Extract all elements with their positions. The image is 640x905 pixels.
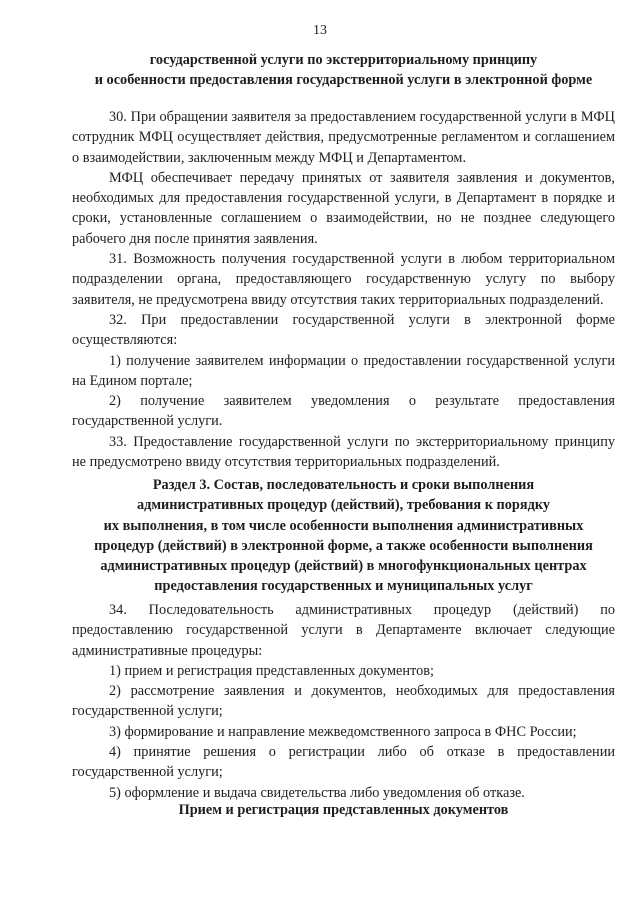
list-item-34-4: 4) принятие решения о регистрации либо об отказе в предоставлении государственной услуги; — [72, 744, 615, 781]
paragraph-30: 30. При обращении заявителя за предоставлением государственной услуги в МФЦ сотрудник МФЦ осуществляет действия, предусмотренные регламентом и соглашением о взаимодействии, заключенным между МФЦ и Департаментом. — [72, 109, 615, 166]
heading-line: процедур (действий) в электронной форме, а также особенности выполнения — [94, 537, 593, 554]
section-3-heading — [72, 475, 615, 597]
body-text-block-2 — [72, 600, 615, 803]
list-item-34-5: 5) оформление и выдача свидетельства либо уведомления об отказе. — [109, 784, 525, 801]
list-item-32-1: 1) получение заявителем информации о предоставлении государственной услуги на Едином портале; — [72, 352, 615, 389]
heading-line: государственной услуги по экстерриториальному принципу — [149, 52, 538, 68]
paragraph-32: 32. При предоставлении государственной услуги в электронной форме осуществляются: — [72, 311, 615, 349]
list-item-34-1: 1) прием и регистрация представленных документов; — [109, 662, 434, 679]
paragraph-31: 31. Возможность получения государственной услуги в любом территориальном подразделении органа, предоставляющего государственную услугу по выбору заявителя, не предусмотрена ввиду отсутствия таких территориальных подразделений. — [72, 251, 615, 308]
heading-line: и особенности предоставления государственной услуги в электронной форме — [94, 72, 593, 89]
subheading-reception: Прием и регистрация представленных документов — [178, 802, 509, 818]
page-number: 13 — [313, 23, 327, 38]
heading-line: административных процедур (действий) в многофункциональных центрах — [100, 558, 587, 575]
list-item-32-2: 2) получение заявителем уведомления о результате предоставления государственной услуги. — [72, 393, 615, 430]
paragraph-mfc-transfer: МФЦ обеспечивает передачу принятых от заявителя заявления и документов, необходимых для предоставления государственной услуги, в Департамент в порядке и сроки, установленные соглашением о взаимодействии, но не позднее следующего рабочего дня после принятия заявления. — [72, 169, 615, 247]
paragraph-34: 34. Последовательность административных процедур (действий) по предоставлению государственной услуги в Департаменте включает следующие административные процедуры: — [72, 602, 615, 659]
list-item-34-2: 2) рассмотрение заявления и документов, необходимых для предоставления государственной услуги; — [72, 683, 615, 720]
heading-line: Раздел 3. Состав, последовательность и сроки выполнения — [152, 477, 535, 493]
body-text-block-1 — [72, 107, 615, 472]
heading-line: их выполнения, в том числе особенности выполнения административных — [103, 517, 584, 534]
paragraph-33: 33. Предоставление государственной услуги по экстерриториальному принципу не предусмотрено ввиду отсутствия территориальных подразделений. — [72, 433, 615, 471]
list-item-34-3: 3) формирование и направление межведомственного запроса в ФНС России; — [109, 723, 577, 740]
heading-line: предоставления государственных и муниципальных услуг — [154, 578, 533, 595]
section-heading-continued — [72, 50, 615, 91]
heading-line: административных процедур (действий), требования к порядку — [136, 497, 551, 514]
